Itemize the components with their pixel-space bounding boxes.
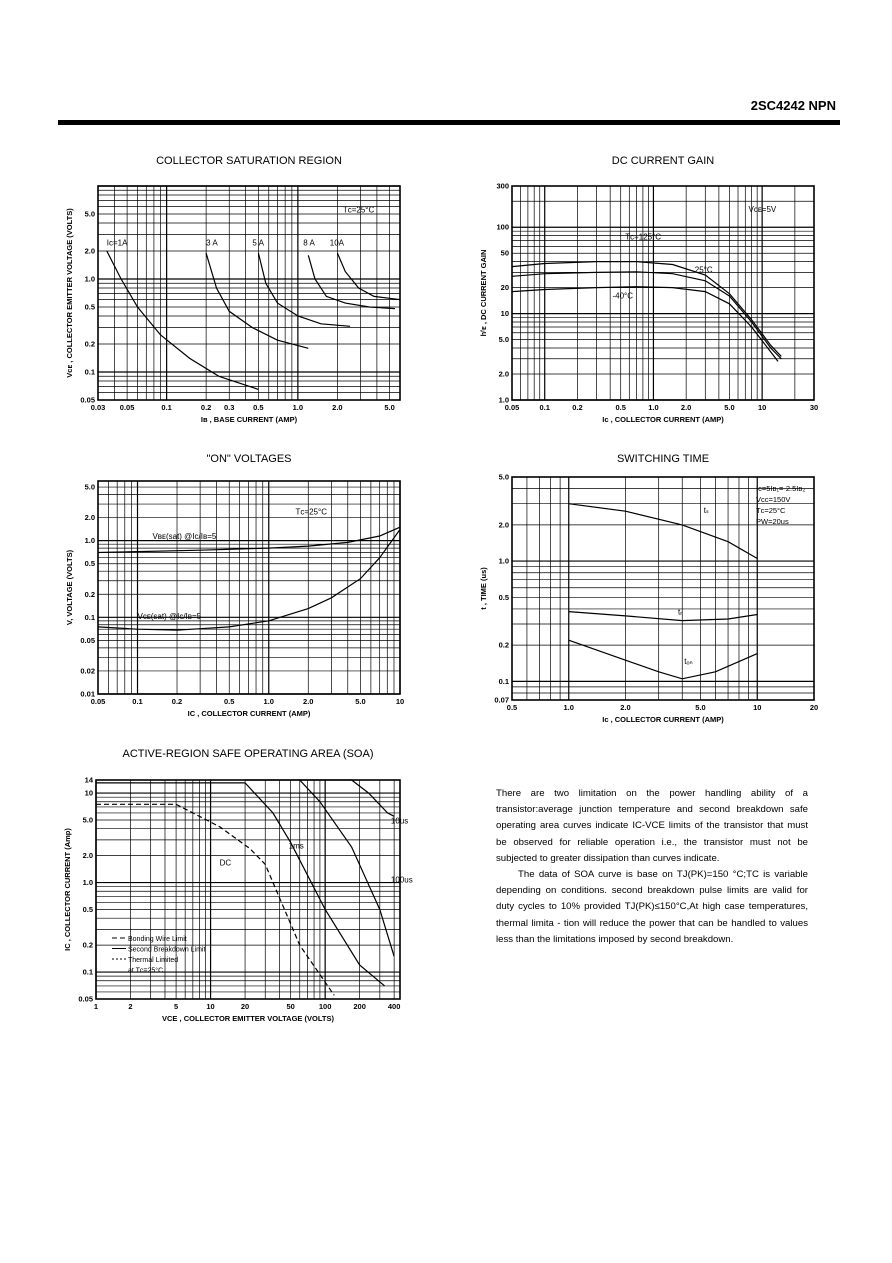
y-tick-label: 5.0 <box>84 209 95 219</box>
series-label: 5 A <box>252 238 264 248</box>
soa-note <box>496 786 808 948</box>
x-tick-label: 2.0 <box>620 703 631 712</box>
y-tick-label: 0.05 <box>80 635 95 645</box>
y-tick-label: 5.0 <box>82 815 93 825</box>
part-number: 2SC4242 NPN <box>750 98 836 113</box>
x-axis-label: VCE , COLLECTOR EMITTER VOLTAGE (VOLTS) <box>162 1014 334 1023</box>
legend-entry: Bonding Wire Limit <box>128 936 187 943</box>
y-tick-label: 10 <box>84 788 93 798</box>
x-tick-label: 1.0 <box>263 697 274 706</box>
series-label: tₛ <box>703 506 709 516</box>
y-tick-label: 1.0 <box>84 274 95 284</box>
x-tick-label: 50 <box>286 1002 295 1011</box>
note-paragraph-2: The data of SOA curve is base on TJ(PK)=150 °C;TC is variable depending on conditions. second breakdown pulse limits are valid for duty cycles to 10% provided TJ(PK)≤150°C,At high case temperatures, thermal limita - tion will reduce the power that can be handled to values less than the limitations imposed by second breakdown. <box>496 869 808 945</box>
x-tick-label: 20 <box>240 1002 250 1011</box>
chart-title: DC CURRENT GAIN <box>611 155 715 167</box>
x-tick-label: 10 <box>395 697 405 706</box>
x-tick-label: 0.05 <box>119 403 135 412</box>
y-tick-label: 5.0 <box>498 335 509 345</box>
y-tick-label: 0.5 <box>84 559 95 569</box>
y-tick-label: 0.1 <box>84 612 95 622</box>
series-label: 10us <box>390 816 409 826</box>
y-axis-label: V, VOLTAGE (VOLTS) <box>65 549 74 626</box>
y-tick-label: 1.0 <box>82 878 93 888</box>
y-tick-label: 0.5 <box>498 592 509 602</box>
y-tick-label: 5.0 <box>498 472 509 482</box>
x-tick-label: 0.5 <box>224 697 235 706</box>
y-tick-label: 0.2 <box>84 339 95 349</box>
y-tick-label: 300 <box>496 181 509 191</box>
y-axis-label: t , TIME (us) <box>479 567 488 610</box>
x-tick-label: 0.1 <box>539 403 550 412</box>
y-tick-label: 0.2 <box>82 940 93 950</box>
y-tick-label: 2.0 <box>498 369 509 379</box>
x-tick-label: 100 <box>318 1002 332 1011</box>
note-paragraph-1: There are two limitation on the power handling ability of a transistor:average junction temperature and second breakdown safe operating area curves indicate IC-VCE limits of the transistor that must be observed for reliable operation i.e., the transistor must not be subjected to greater dissipation than curves indicate. <box>496 788 808 864</box>
y-tick-label: 20 <box>500 283 509 293</box>
series-label: Vʙᴇ(sat) @Iᴄ/Iʙ=5 <box>152 532 217 542</box>
legend-entry: Thermal Limited <box>128 957 179 964</box>
legend-entry: at Tᴄ=25°C <box>128 967 164 975</box>
series-label: 100us <box>390 875 413 885</box>
chart-title: ACTIVE-REGION SAFE OPERATING AREA (SOA) <box>122 748 374 760</box>
x-tick-label: 400 <box>387 1002 401 1011</box>
y-tick-label: 0.1 <box>84 367 95 377</box>
series-label: tₒₙ <box>684 656 693 666</box>
x-axis-label: Iᴄ , COLLECTOR CURRENT (AMP) <box>602 715 724 724</box>
y-tick-label: 0.5 <box>84 302 95 312</box>
y-tick-label: 0.01 <box>80 689 95 699</box>
series-label: DC <box>219 858 232 868</box>
y-tick-label: 0.5 <box>82 905 93 915</box>
x-tick-label: 2.0 <box>680 403 692 412</box>
y-tick-label: 2.0 <box>498 520 509 530</box>
y-tick-label: 0.02 <box>80 666 95 676</box>
x-tick-label: 10 <box>757 403 767 412</box>
y-tick-label: 1.0 <box>498 556 509 566</box>
x-tick-label: 0.5 <box>253 403 264 412</box>
series-label: 8 A <box>303 238 315 248</box>
annotation: Vᴄᴇ=5V <box>748 205 777 215</box>
annotation: Tᴄ=25°C <box>342 205 375 215</box>
series-label: 3 A <box>206 238 218 248</box>
x-tick-label: 5.0 <box>695 703 706 712</box>
y-axis-label: hᶠᴇ , DC CURRENT GAIN <box>479 249 488 337</box>
x-tick-label: 2.0 <box>332 403 343 412</box>
x-tick-label: 0.05 <box>90 697 106 706</box>
x-tick-label: 20 <box>809 703 819 712</box>
x-tick-label: 2 <box>128 1002 133 1011</box>
x-tick-label: 1.0 <box>292 403 304 412</box>
x-tick-label: 10 <box>206 1002 215 1011</box>
x-tick-label: 5.0 <box>355 697 366 706</box>
legend-entry: Second Breakdown Limit <box>128 946 206 954</box>
y-tick-label: 100 <box>496 222 509 232</box>
y-tick-label: 2.0 <box>84 246 95 256</box>
x-tick-label: 5.0 <box>384 403 395 412</box>
y-tick-label: 50 <box>500 248 509 258</box>
y-tick-label: 1.0 <box>498 395 509 405</box>
x-axis-label: IC , COLLECTOR CURRENT (AMP) <box>187 709 311 718</box>
x-tick-label: 0.1 <box>132 697 143 706</box>
condition-label: Iᴄ=5Iʙ₁=-2.5Iʙ₂ <box>756 484 806 493</box>
x-tick-label: 5.0 <box>724 403 735 412</box>
x-tick-label: 0.03 <box>90 403 106 412</box>
condition-label: Vᴄᴄ=150V <box>756 495 791 504</box>
x-tick-label: 0.5 <box>615 403 626 412</box>
series-label: -40°C <box>612 291 634 301</box>
series-label: Tᴄ=125°C <box>625 232 662 242</box>
x-tick-label: 1.0 <box>648 403 659 412</box>
y-tick-label: 0.05 <box>78 994 93 1004</box>
condition-label: PW=20us <box>756 517 789 526</box>
x-tick-label: 200 <box>353 1002 366 1011</box>
y-tick-label: 2.0 <box>84 513 95 523</box>
chart-title: "ON" VOLTAGES <box>206 453 292 465</box>
y-tick-label: 0.05 <box>80 395 95 405</box>
series-label: Iᴄ=1A <box>106 238 128 248</box>
y-tick-label: 0.2 <box>498 640 509 650</box>
y-tick-label: 2.0 <box>82 851 93 861</box>
series-label: Vᴄᴇ(sat) @Iᴄ/Iʙ=5 <box>137 612 202 622</box>
x-tick-label: 1 <box>93 1002 99 1011</box>
y-tick-label: 0.07 <box>494 695 509 705</box>
y-axis-label: IC , COLLECTOR CURRENT (Amp) <box>63 828 72 951</box>
y-tick-label: 5.0 <box>84 482 95 492</box>
annotation: Tᴄ=25°C <box>295 507 327 517</box>
chart-title: SWITCHING TIME <box>616 453 710 465</box>
x-tick-label: 2.0 <box>303 697 314 706</box>
x-axis-label: Iʙ , BASE CURRENT (AMP) <box>200 415 298 424</box>
chart-title: COLLECTOR SATURATION REGION <box>156 155 342 167</box>
y-tick-label: 10 <box>500 309 509 319</box>
x-tick-label: 0.5 <box>506 703 518 712</box>
y-tick-label: 0.1 <box>82 967 93 977</box>
x-tick-label: 0.2 <box>572 403 583 412</box>
x-tick-label: 0.2 <box>200 403 212 412</box>
x-tick-label: 0.2 <box>171 697 183 706</box>
x-tick-label: 5 <box>174 1002 179 1011</box>
series-line <box>96 783 385 986</box>
y-tick-label: 0.1 <box>498 676 509 686</box>
y-tick-label: 14 <box>84 775 93 785</box>
x-tick-label: 0.3 <box>224 403 235 412</box>
condition-label: Tᴄ=25°C <box>756 506 786 515</box>
y-axis-label: Vᴄᴇ , COLLECTOR EMITTER VOLTAGE (VOLTS) <box>65 208 74 378</box>
y-tick-label: 0.2 <box>84 589 95 599</box>
y-tick-label: 1.0 <box>84 536 95 546</box>
series-label: 1ms <box>288 841 304 851</box>
x-tick-label: 1.0 <box>563 703 574 712</box>
series-label: 25°C <box>694 265 713 275</box>
x-tick-label: 30 <box>809 403 819 412</box>
x-tick-label: 0.1 <box>161 403 172 412</box>
x-tick-label: 10 <box>753 703 762 712</box>
series-label: tᵣ <box>678 607 683 617</box>
series-label: 10A <box>329 238 345 248</box>
x-axis-label: Iᴄ , COLLECTOR CURRENT (AMP) <box>602 415 724 424</box>
x-tick-label: 0.05 <box>504 403 520 412</box>
